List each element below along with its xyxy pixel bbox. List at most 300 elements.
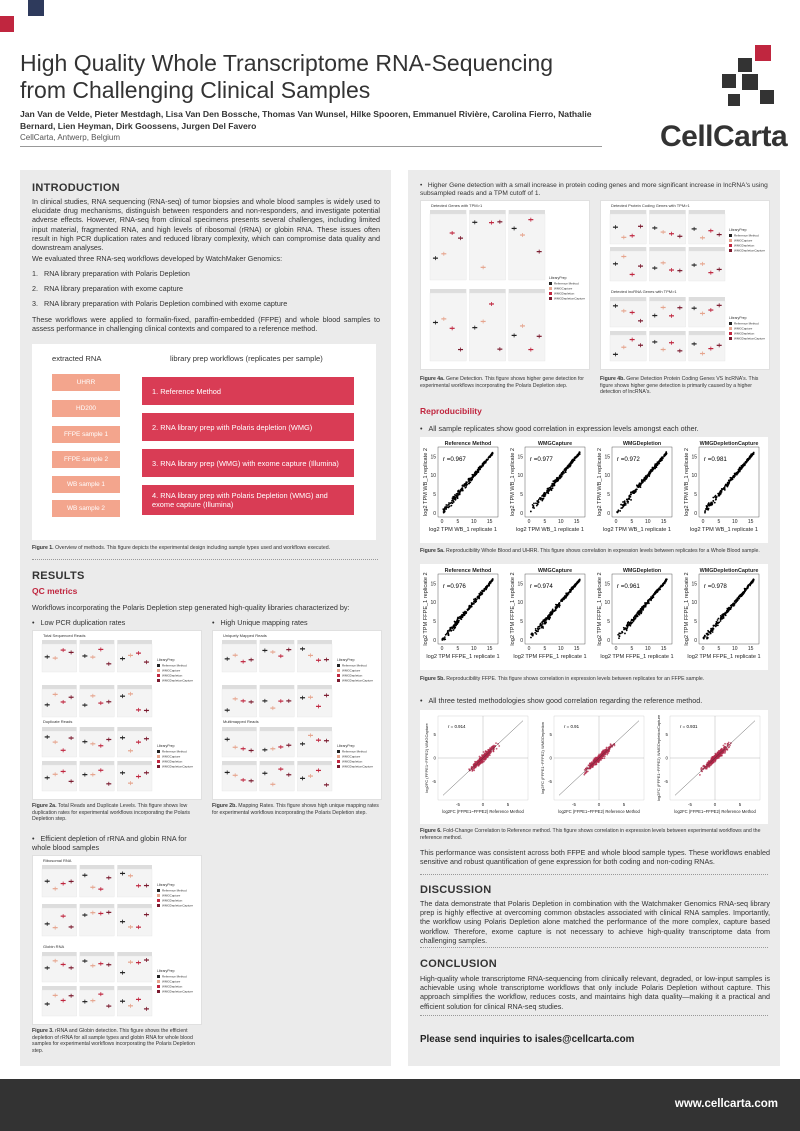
scatter-point	[641, 608, 643, 610]
scatter-point	[666, 578, 668, 580]
scatter-point	[456, 624, 458, 626]
scatter-point	[738, 469, 740, 471]
scatter-point	[484, 588, 486, 590]
intro-heading: INTRODUCTION	[32, 182, 120, 194]
scatter-point	[536, 505, 538, 507]
y-tick-label: 10	[430, 600, 436, 607]
summary-paragraph: This performance was consistent across both FFPE and whole blood sample types. These workflows enabled sensitive and robust quantification of gene expression for both coding and non-coding RNAs.	[420, 848, 770, 867]
scatter-point	[735, 474, 737, 476]
x-tick-label: -5	[688, 802, 692, 807]
scatter-point	[550, 611, 552, 613]
scatter-point	[636, 614, 638, 616]
bullet-dot: •	[32, 618, 41, 627]
scatter-point	[447, 504, 449, 506]
fc-point	[603, 757, 605, 759]
fc-point	[712, 756, 714, 758]
bullet-rrna	[32, 834, 202, 852]
legend-title: LibraryPrep	[157, 658, 175, 662]
legend-swatch	[337, 669, 340, 672]
facet-strip	[42, 865, 77, 869]
facet-strip	[117, 904, 152, 908]
legend-label: WMGCapture	[162, 979, 181, 984]
scatter-point	[540, 499, 542, 501]
legend-label: WMGDepletionCapture	[162, 989, 194, 994]
scatter-point	[712, 629, 714, 631]
figure-2a	[32, 630, 202, 800]
y-axis-label: log2 TPM FFPE_1 replicate 2	[423, 572, 429, 646]
legend-swatch	[157, 679, 160, 682]
legend-label: WMGCapture	[734, 238, 753, 243]
fc-point	[491, 746, 493, 748]
x-axis-label: log2FC (FFPE1~FFPE2) Reference Method	[442, 809, 524, 814]
facet-strip	[469, 210, 505, 214]
facet-strip	[117, 865, 152, 869]
facet-strip	[222, 727, 257, 731]
scatter-point	[454, 625, 456, 627]
legend-label: Reference Method	[162, 974, 187, 979]
section-divider	[420, 874, 768, 875]
x-tick-label: 0	[614, 519, 618, 525]
scatter-point	[467, 608, 469, 610]
conclusion-paragraph: High-quality whole transcriptome RNA-sequencing from clinically relevant, degraded, or low-input samples is achievable using whole transcriptome workflows that only include Polaris Depletion without capture. This approach simplifies the workflow, reduces costs, and maintains high data quality—making it a practical and efficient solution for clinical RNA-seq studies.	[420, 974, 770, 1011]
fc-point	[482, 760, 484, 762]
mini-chart-title: Duplicate Reads	[43, 719, 73, 724]
fc-point	[587, 771, 589, 773]
title-line-2: from Challenging Clinical Samples	[20, 77, 371, 103]
caption-label: Figure 6.	[420, 828, 442, 834]
scatter-point	[489, 581, 491, 583]
x-tick-label: 5	[506, 802, 510, 807]
legend-swatch	[157, 985, 160, 988]
figure-5a	[420, 437, 768, 543]
scatter-point	[489, 456, 491, 458]
y-axis-label: log2 TPM WB_1 replicate 2	[597, 448, 603, 516]
facet-strip	[42, 761, 77, 765]
x-tick-label: 5	[622, 802, 626, 807]
y-tick-label: -5	[432, 778, 436, 784]
scatter-point	[720, 620, 722, 622]
scatter-point	[565, 471, 567, 473]
y-tick-label: 10	[604, 600, 610, 607]
scatter-point	[665, 453, 667, 455]
mini-chart-title: Detected Protein Coding Genes with TPM>1	[611, 203, 690, 208]
facet-panel	[689, 335, 725, 361]
scatter-point	[562, 472, 564, 474]
fc-point	[489, 754, 491, 756]
scatter-point	[751, 454, 753, 456]
y-tick-label: 10	[604, 473, 610, 480]
scatter-point	[741, 467, 743, 469]
discussion-heading: DISCUSSION	[420, 884, 492, 896]
caption-text: Total Reads and Duplicate Levels. This figure shows low duplication rates for experimental workflows incorporating the Polaris Depletion step.	[32, 803, 191, 822]
scatter-point	[476, 473, 478, 475]
x-tick-label: 10	[731, 646, 738, 652]
x-tick-label: 10	[644, 646, 651, 652]
scatter-point	[533, 505, 535, 507]
scatter-point	[486, 459, 488, 461]
scatter-point	[729, 477, 731, 479]
inquiry-link[interactable]: Please send inquiries to isales@cellcarta.com	[420, 1034, 635, 1045]
bullet-dot: •	[32, 834, 41, 843]
fig3-chart	[33, 856, 203, 1026]
x-tick-label: -5	[572, 802, 576, 807]
scatter-point	[708, 505, 710, 507]
scatter-point	[746, 588, 748, 590]
caption-label: Figure 5a.	[420, 548, 445, 554]
facet-strip	[117, 952, 152, 956]
y-tick-label: 10	[517, 600, 523, 607]
caption-label: Figure 1.	[32, 545, 54, 551]
intro-paragraph-3: These workflows were applied to formalin-fixed, paraffin-embedded (FFPE) and whole blood samples to assess performance in challenging clinical contexts and compared to a reference method.	[32, 315, 380, 334]
facet-strip	[509, 289, 545, 293]
scatter-point	[732, 476, 734, 478]
facet-strip	[610, 247, 646, 251]
facet-strip	[430, 210, 466, 214]
logo-square	[738, 58, 752, 72]
facet-strip	[689, 247, 725, 251]
legend-swatch	[337, 765, 340, 768]
x-axis-label: log2FC (FFPE1~FFPE2) Reference Method	[558, 809, 640, 814]
scatter-point	[734, 600, 736, 602]
x-tick-label: 0	[614, 646, 618, 652]
facet-strip	[80, 727, 115, 731]
scatter-point	[557, 605, 559, 607]
scatter-point	[623, 627, 625, 629]
x-tick-label: 0	[440, 519, 444, 525]
scatter-point	[480, 591, 482, 593]
scatter-point	[741, 595, 743, 597]
scatter-point	[565, 469, 567, 471]
scatter-point	[449, 627, 451, 629]
fc-point	[474, 761, 476, 763]
scatter-point	[457, 490, 459, 492]
scatter-point	[704, 510, 706, 512]
scatter-point	[462, 485, 464, 487]
facet-strip	[222, 640, 257, 644]
bullet-text: All three tested methodologies show good correlation regarding the reference method.	[428, 696, 703, 705]
scatter-point	[745, 461, 747, 463]
scatter-point	[710, 502, 712, 504]
y-tick-label: 15	[691, 581, 697, 588]
legend-label: WMGDepletionCapture	[162, 903, 194, 908]
fc-point	[703, 765, 705, 767]
facet-panel	[509, 293, 545, 361]
bullet-mapping	[212, 618, 308, 627]
scatter-point	[453, 496, 455, 498]
scatter-point	[481, 593, 483, 595]
y-tick-label: 10	[430, 473, 436, 480]
y-tick-label: -5	[548, 778, 552, 784]
legend-swatch	[157, 750, 160, 753]
y-tick-label: 10	[691, 600, 697, 607]
legend-label: WMGCapture	[162, 668, 181, 673]
mini-chart-title: Ribosomal RNA	[43, 858, 72, 863]
scatter-point	[721, 614, 723, 616]
legend-label: WMGDepletion	[342, 759, 363, 764]
scatter-point	[630, 499, 632, 501]
x-axis-label: log2FC (FFPE1~FFPE2) Reference Method	[674, 809, 756, 814]
scatter-point	[652, 469, 654, 471]
legend-label: WMGCapture	[342, 668, 361, 673]
logo-square	[722, 74, 736, 88]
scatter-point	[656, 591, 658, 593]
scatter-point	[473, 602, 475, 604]
scatter-point	[568, 593, 570, 595]
facet-strip	[222, 685, 257, 689]
scatter-point	[627, 626, 629, 628]
x-tick-label: 15	[486, 646, 493, 652]
legend-label: WMGDepletion	[734, 331, 755, 336]
scatter-point	[657, 462, 659, 464]
scatter-point	[643, 606, 645, 608]
scatter-point	[575, 456, 577, 458]
facet-strip	[649, 247, 685, 251]
scatter-point	[452, 497, 454, 499]
legend-title: LibraryPrep	[337, 658, 355, 662]
x-tick-label: 0	[527, 519, 531, 525]
fc-point	[583, 774, 585, 776]
scatter-point	[535, 628, 537, 630]
caption-label: Figure 4a.	[420, 376, 445, 382]
fc-point	[471, 768, 473, 770]
fc-point	[610, 744, 612, 746]
x-tick-label: 15	[660, 519, 667, 525]
scatter-point	[579, 451, 581, 453]
scatter-point	[481, 590, 483, 592]
fc-point	[704, 768, 706, 770]
qc-intro: Workflows incorporating the Polaris Depletion step generated high-quality libraries characterized by:	[32, 603, 350, 612]
r-value: r =0.974	[530, 583, 553, 590]
fc-point	[597, 760, 599, 762]
y-axis-label: log2 TPM WB_1 replicate 2	[684, 448, 690, 516]
x-tick-label: 5	[738, 802, 742, 807]
y-tick-label: 5	[694, 491, 697, 498]
facet-strip	[297, 727, 332, 731]
facet-strip	[42, 986, 77, 990]
r-value: r = 0.91	[564, 724, 580, 729]
fc-point	[484, 759, 486, 761]
fc-point	[496, 748, 498, 750]
mini-chart-title: Detected lncRNA Genes with TPM>1	[611, 289, 677, 294]
scatter-point	[712, 500, 714, 502]
scatter-point	[739, 469, 741, 471]
legend-swatch	[729, 322, 732, 325]
scatter-point	[733, 475, 735, 477]
legend-swatch	[549, 287, 552, 290]
y-tick-label: 0	[520, 510, 523, 517]
y-tick-label: 5	[607, 491, 610, 498]
scatter-point	[717, 622, 719, 624]
results-heading: RESULTS	[32, 570, 85, 582]
legend-title: LibraryPrep	[157, 883, 175, 887]
footer-url[interactable]: www.cellcarta.com	[674, 1098, 778, 1110]
scatter-point	[622, 504, 624, 506]
scatter-point	[640, 611, 642, 613]
scatter-point	[618, 635, 620, 637]
scatter-point	[634, 615, 636, 617]
fig4a-caption	[420, 376, 590, 389]
x-axis-label: log2 TPM FFPE_1 replicate 1	[687, 654, 761, 660]
legend-label: WMGDepletionCapture	[162, 764, 194, 769]
facet-strip	[509, 210, 545, 214]
sample-box: FFPE sample 1	[52, 426, 120, 443]
scatter-point	[647, 602, 649, 604]
facet-panel	[117, 731, 152, 757]
y-tick-label: 5	[433, 732, 436, 738]
scatter-point	[574, 458, 576, 460]
fc-point	[723, 745, 725, 747]
facet-panel	[80, 869, 115, 897]
fc-point	[584, 772, 586, 774]
facet-panel	[297, 689, 332, 717]
fig4b-chart	[601, 201, 771, 371]
x-tick-label: 5	[543, 646, 547, 652]
fc-point	[599, 760, 601, 762]
x-tick-label: 0	[713, 802, 717, 807]
scatter-point	[618, 632, 620, 634]
scatter-point	[736, 601, 738, 603]
caption-text: Overview of methods. This figure depicts the experimental design including sample types used and workflows executed.	[55, 545, 331, 551]
legend-title: LibraryPrep	[729, 316, 747, 320]
scatter-point	[618, 509, 620, 511]
scatter-point	[706, 508, 708, 510]
scatter-point	[533, 502, 535, 504]
fc-point	[701, 767, 703, 769]
list-text: RNA library preparation with Polaris Depletion combined with exome capture	[44, 299, 288, 308]
facet-strip	[297, 640, 332, 644]
scatter-point	[731, 479, 733, 481]
ref-bullet	[420, 696, 770, 705]
x-tick-label: 15	[486, 519, 493, 525]
legend-swatch	[157, 990, 160, 993]
fc-point	[606, 747, 608, 749]
scatter-point	[485, 589, 487, 591]
facet-strip	[689, 210, 725, 214]
fc-point	[723, 751, 725, 753]
scatter-point	[620, 632, 622, 634]
x-axis-label: log2 TPM WB_1 replicate 1	[516, 527, 584, 533]
legend-swatch	[157, 755, 160, 758]
scatter-point	[748, 459, 750, 461]
scatter-point	[730, 479, 732, 481]
fig2a-caption	[32, 803, 202, 823]
x-axis-label: log2 TPM FFPE_1 replicate 1	[513, 654, 587, 660]
scatter-point	[450, 505, 452, 507]
facet-strip	[689, 297, 725, 301]
legend-label: Reference Method	[342, 663, 367, 668]
bullet-dot: •	[420, 424, 429, 433]
scatter-point	[720, 618, 722, 620]
fig2b-chart	[213, 631, 383, 801]
scatter-point	[704, 512, 706, 514]
facet-strip	[260, 640, 295, 644]
legend-swatch	[549, 282, 552, 285]
scatter-point	[457, 494, 459, 496]
scatter-point	[718, 618, 720, 620]
x-tick-label: 5	[717, 646, 721, 652]
legend-label: WMGCapture	[342, 754, 361, 759]
fc-point	[707, 761, 709, 763]
scatter-point	[541, 621, 543, 623]
scatter-point	[455, 497, 457, 499]
scatter-point	[631, 492, 633, 494]
facet-panel	[649, 335, 685, 361]
scatter-point	[537, 503, 539, 505]
y-tick-label: 0	[520, 637, 523, 644]
fc-point	[590, 767, 592, 769]
scatter-point	[530, 633, 532, 635]
scatter-point	[546, 492, 548, 494]
corner-square-dark	[28, 0, 44, 16]
scatter-point	[625, 628, 627, 630]
scatter-point	[446, 633, 448, 635]
x-tick-label: -5	[456, 802, 460, 807]
facet-strip	[80, 865, 115, 869]
x-tick-label: 15	[660, 646, 667, 652]
scatter-title: WMGDepletionCapture	[699, 441, 759, 447]
facet-strip	[297, 761, 332, 765]
scatter-point	[626, 624, 628, 626]
scatter-point	[554, 482, 556, 484]
scatter-point	[543, 492, 545, 494]
fc-point	[713, 761, 715, 763]
fc-point	[483, 754, 485, 756]
scatter-point	[707, 637, 709, 639]
caption-text: rRNA and Globin detection. This figure shows the efficient depletion of rRNA for all sample types and globin RNA for whole blood samples for experimental workflows incorporating the Polaris Depletion step.	[32, 1028, 195, 1054]
scatter-point	[654, 465, 656, 467]
fc-point	[473, 763, 475, 765]
x-tick-label: 15	[573, 646, 580, 652]
scatter-point	[453, 629, 455, 631]
scatter-point	[547, 490, 549, 492]
y-axis-label: log2FC (FFPE1~FFPE2) WMGCapture	[424, 723, 429, 793]
facet-panel	[509, 214, 545, 280]
legend-title: LibraryPrep	[157, 969, 175, 973]
mini-chart-title: Multimapped Reads	[223, 719, 259, 724]
scatter-point	[577, 455, 579, 457]
scatter-point	[630, 493, 632, 495]
scatter-point	[569, 462, 571, 464]
scatter-point	[636, 484, 638, 486]
scatter-point	[723, 617, 725, 619]
bullet-pcr	[32, 618, 125, 627]
bullet-text: High Unique mapping rates	[220, 618, 308, 627]
x-tick-label: 5	[630, 646, 634, 652]
scatter-point	[715, 495, 717, 497]
scatter-point	[656, 464, 658, 466]
legend-swatch	[729, 239, 732, 242]
y-tick-label: 0	[607, 637, 610, 644]
fig5a-caption	[420, 548, 770, 555]
scatter-point	[712, 631, 714, 633]
scatter-point	[550, 613, 552, 615]
scatter-point	[618, 637, 620, 639]
discussion-paragraph: The data demonstrate that Polaris Depletion in combination with the Watchmaker Genomics RNA-seq library prep is highly effective at overcoming common obstacles associated with clinical RNA samples. Importantly, the workflow using Polaris Depletion alone matched the performance of the more complex, capture based workflow. Therefore, exome capture is not necessary to achieve high-quality transcriptome data from challenging samples.	[420, 899, 770, 945]
scatter-point	[647, 599, 649, 601]
fc-point	[717, 757, 719, 759]
y-tick-label: 0	[433, 637, 436, 644]
scatter-point	[663, 456, 665, 458]
x-tick-label: 0	[597, 802, 601, 807]
fc-point	[710, 764, 712, 766]
facet-strip	[117, 727, 152, 731]
x-tick-label: 0	[481, 802, 485, 807]
scatter-point	[539, 625, 541, 627]
y-axis-label: log2FC (FFPE1~FFPE2) WMGDepletionCapture	[656, 714, 661, 802]
scatter-point	[707, 630, 709, 632]
bullet-text: All sample replicates show good correlation in expression levels amongst each other.	[428, 424, 699, 433]
fig6-caption	[420, 828, 770, 841]
